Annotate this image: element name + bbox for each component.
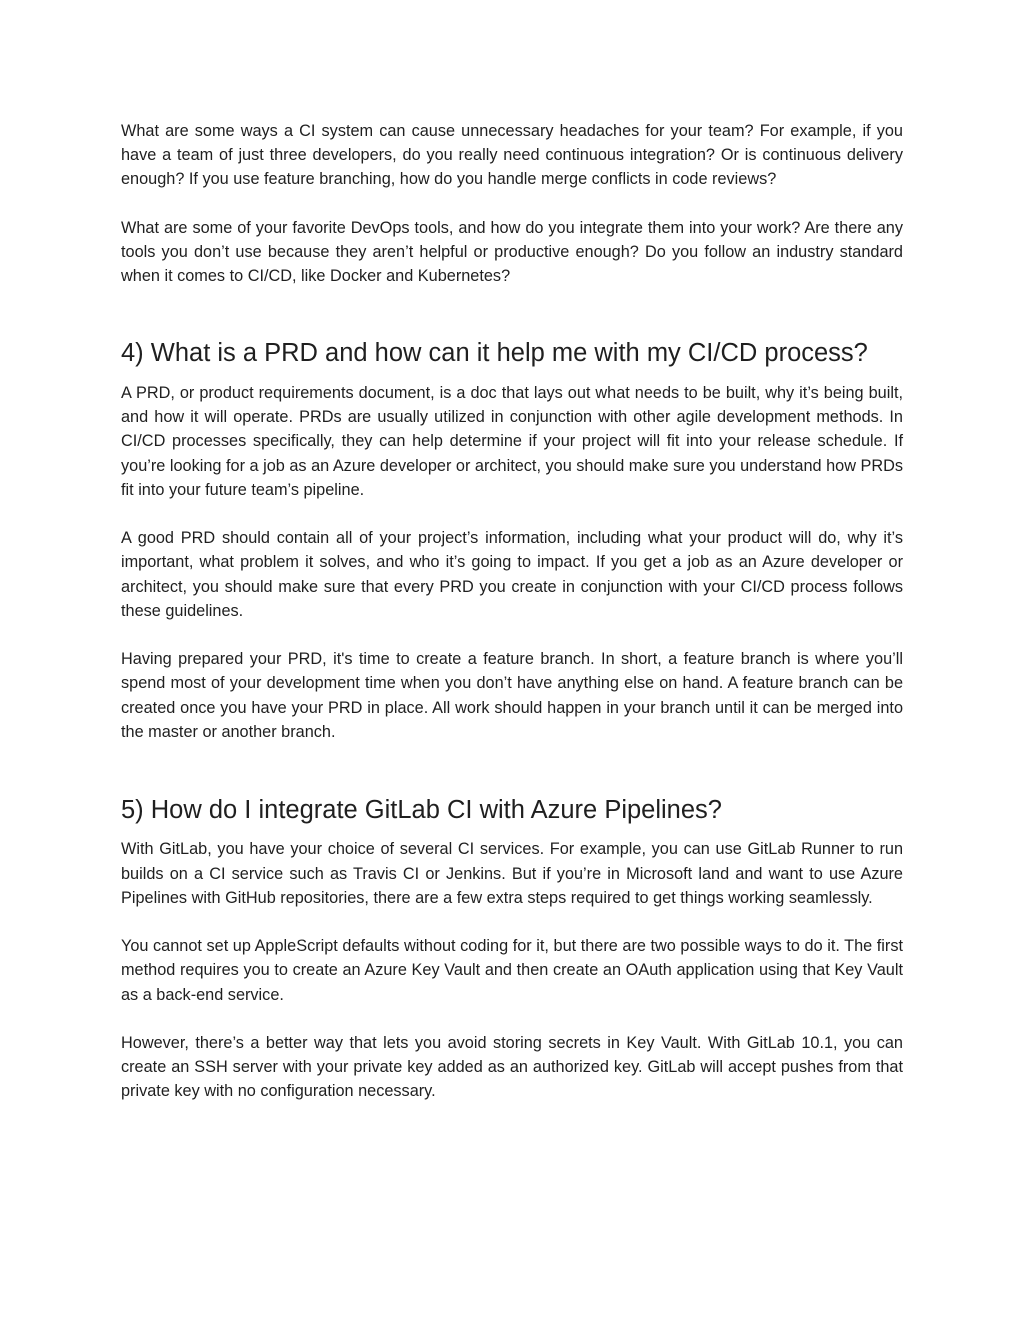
- section-4-heading: 4) What is a PRD and how can it help me with my CI/CD process?: [121, 339, 868, 368]
- intro-section: [121, 119, 903, 288]
- section-4-paragraph-1: A PRD, or product requirements document, is a doc that lays out what needs to be built, why it’s being built, and how it will operate. PRDs are usually utilized in conjunction with other agile development methods. In CI/CD processes specifically, they can help determine if your project will fit into your release schedule. If you’re looking for a job as an Azure developer or architect, you should make sure you understand how PRDs fit into your future team’s pipeline.: [121, 383, 903, 499]
- section-5-heading: 5) How do I integrate GitLab CI with Azure Pipelines?: [121, 795, 722, 824]
- section-5-paragraph-1: With GitLab, you have your choice of several CI services. For example, you can use GitLab Runner to run builds on a CI service such as Travis CI or Jenkins. But if you’re in Microsoft land and want to use Azure Pipelines with GitHub repositories, there are a few extra steps required to get things working seamlessly.: [121, 840, 903, 907]
- section-4-paragraph-2: A good PRD should contain all of your project’s information, including what your product will do, why it’s important, what problem it solves, and who it’s going to impact. If you get a job as an Azure developer or architect, you should make sure that every PRD you create in conjunction with your CI/CD process follows these guidelines.: [121, 529, 903, 620]
- document-page: [121, 119, 903, 1104]
- section-5: [121, 793, 903, 1104]
- section-5-paragraph-3: However, there’s a better way that lets you avoid storing secrets in Key Vault. With GitLab 10.1, you can create an SSH server with your private key added as an authorized key. GitLab will accept pushes from that private key with no configuration necessary.: [121, 1034, 903, 1101]
- section-4: [121, 336, 903, 744]
- section-5-paragraph-2: You cannot set up AppleScript defaults without coding for it, but there are two possible ways to do it. The first method requires you to create an Azure Key Vault and then create an OAuth application using that Key Vault as a back-end service.: [121, 937, 903, 1004]
- intro-paragraph-1: What are some ways a CI system can cause unnecessary headaches for your team? For example, if you have a team of just three developers, do you really need continuous integration? Or is continuous delivery enough? If you use feature branching, how do you handle merge conflicts in code reviews?: [121, 122, 903, 189]
- intro-paragraph-2: What are some of your favorite DevOps tools, and how do you integrate them into your work? Are there any tools you don’t use because they aren’t helpful or productive enough? Do you follow an industry standard when it comes to CI/CD, like Docker and Kubernetes?: [121, 218, 903, 286]
- section-4-paragraph-3: Having prepared your PRD, it's time to create a feature branch. In short, a feature branch is where you’ll spend most of your development time when you don’t have anything else on hand. A feature branch can be created once you have your PRD in place. All work should happen in your branch until it can be merged into the master or another branch.: [121, 650, 903, 741]
